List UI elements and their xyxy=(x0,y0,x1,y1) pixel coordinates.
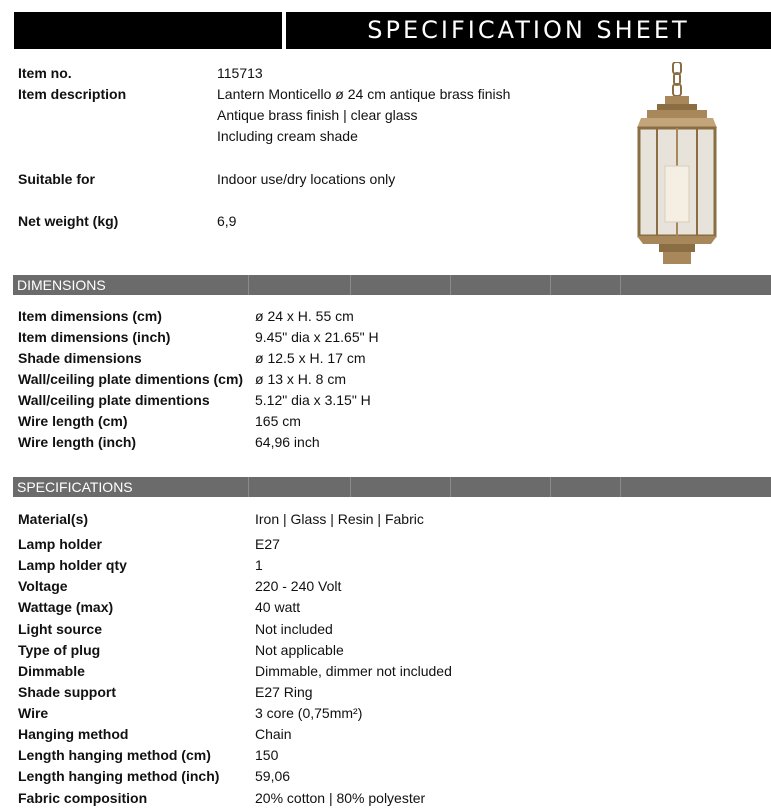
dimension-value: 5.12" dia x 3.15" H xyxy=(255,392,371,408)
spec-value: 1 xyxy=(255,557,263,573)
dimension-label: Wall/ceiling plate dimentions (cm) xyxy=(18,371,244,387)
dimension-label: Item dimensions (cm) xyxy=(18,308,162,324)
spec-label: Lamp holder xyxy=(18,536,103,552)
suitable-for-label: Suitable for xyxy=(18,171,96,187)
item-description-line-2: Antique brass finish | clear glass xyxy=(217,107,418,123)
dimension-label: Wire length (inch) xyxy=(18,434,137,450)
dimensions-header xyxy=(13,275,771,295)
spec-value: 150 xyxy=(255,747,279,763)
item-description-line-1: Lantern Monticello ø 24 cm antique brass finish xyxy=(217,86,511,102)
item-number-label: Item no. xyxy=(18,65,72,81)
spec-label: Length hanging method (cm) xyxy=(18,747,211,763)
dimensions-title: DIMENSIONS xyxy=(17,277,106,293)
lantern-product-icon xyxy=(623,62,733,267)
spec-label: Wire xyxy=(18,705,49,721)
suitable-for-value: Indoor use/dry locations only xyxy=(217,171,396,187)
dimension-value: ø 13 x H. 8 cm xyxy=(255,371,347,387)
dimension-value: 64,96 inch xyxy=(255,434,320,450)
spec-value: 59,06 xyxy=(255,768,291,784)
spec-label: Light source xyxy=(18,621,103,637)
spec-label: Fabric composition xyxy=(18,790,148,806)
spec-label: Dimmable xyxy=(18,663,85,679)
spec-value: 3 core (0,75mm²) xyxy=(255,705,363,721)
dimension-label: Shade dimensions xyxy=(18,350,142,366)
spec-value: Iron | Glass | Resin | Fabric xyxy=(255,511,424,527)
dimension-label: Item dimensions (inch) xyxy=(18,329,171,345)
item-number-value: 115713 xyxy=(217,65,263,81)
header-bar xyxy=(14,12,771,49)
spec-label: Type of plug xyxy=(18,642,101,658)
spec-value: Not included xyxy=(255,621,333,637)
spec-label: Length hanging method (inch) xyxy=(18,768,220,784)
dimension-value: ø 24 x H. 55 cm xyxy=(255,308,354,324)
spec-label: Shade support xyxy=(18,684,117,700)
item-description-line-3: Including cream shade xyxy=(217,128,358,144)
page-title: SPECIFICATION SHEET xyxy=(286,12,771,49)
spec-value: Chain xyxy=(255,726,292,742)
specifications-header xyxy=(13,477,771,497)
spec-value: E27 xyxy=(255,536,280,552)
spec-value: Dimmable, dimmer not included xyxy=(255,663,452,679)
spec-value: Not applicable xyxy=(255,642,344,658)
spec-value: 20% cotton | 80% polyester xyxy=(255,790,426,806)
net-weight-label: Net weight (kg) xyxy=(18,213,119,229)
dimension-label: Wire length (cm) xyxy=(18,413,128,429)
spec-value: 40 watt xyxy=(255,599,301,615)
spec-value: E27 Ring xyxy=(255,684,313,700)
specifications-title: SPECIFICATIONS xyxy=(17,479,133,495)
dimension-value: 9.45" dia x 21.65" H xyxy=(255,329,379,345)
spec-label: Material(s) xyxy=(18,511,89,527)
net-weight-value: 6,9 xyxy=(217,213,237,229)
spec-label: Wattage (max) xyxy=(18,599,114,615)
spec-value: 220 - 240 Volt xyxy=(255,578,342,594)
spec-label: Lamp holder qty xyxy=(18,557,127,573)
spec-label: Voltage xyxy=(18,578,68,594)
dimension-label: Wall/ceiling plate dimentions xyxy=(18,392,210,408)
dimension-value: 165 cm xyxy=(255,413,301,429)
dimension-value: ø 12.5 x H. 17 cm xyxy=(255,350,366,366)
item-description-label: Item description xyxy=(18,86,127,102)
spec-label: Hanging method xyxy=(18,726,129,742)
